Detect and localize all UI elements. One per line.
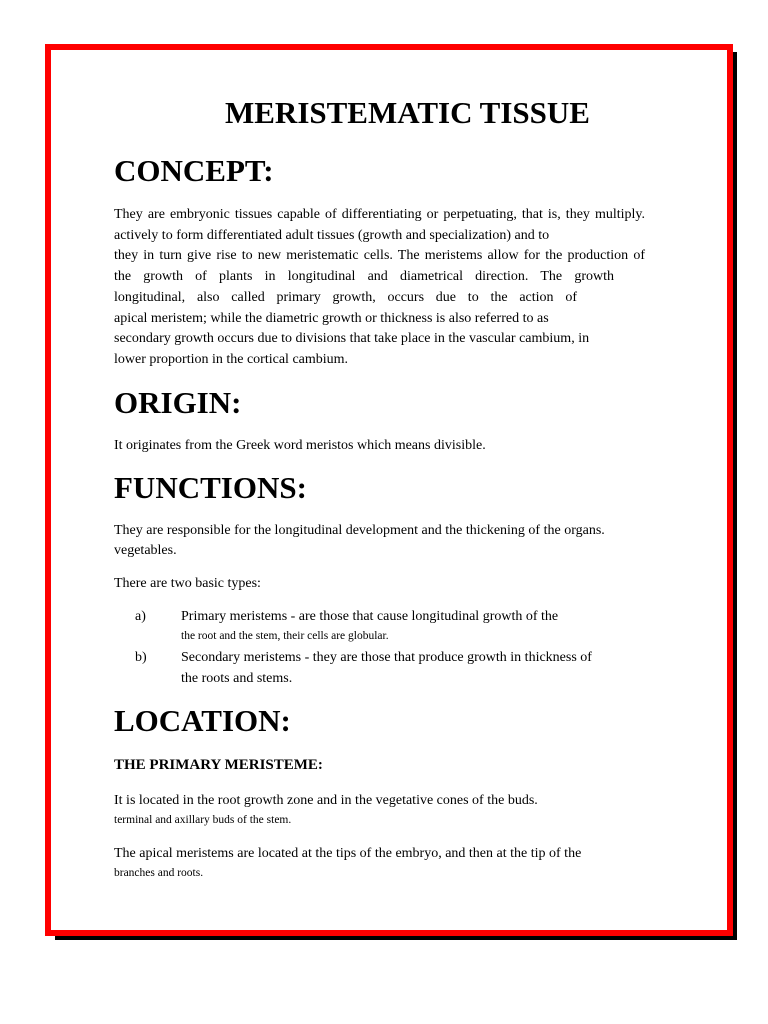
concept-heading: CONCEPT: xyxy=(114,153,274,188)
location-subheading: THE PRIMARY MERISTEME: xyxy=(114,757,323,773)
origin-text: It originates from the Greek word meristos which means divisible. xyxy=(114,438,486,453)
functions-line: They are responsible for the longitudinal development and the thickening of the organs. xyxy=(114,523,605,538)
list-marker: b) xyxy=(135,650,147,665)
concept-line: lower proportion in the cortical cambium. xyxy=(114,352,349,367)
concept-line: secondary growth occurs due to divisions that take place in the vascular cambium, in xyxy=(114,331,590,346)
location-text: The apical meristems are located at the tips of the embryo, and then at the tip of the xyxy=(114,846,582,861)
concept-line: they in turn give rise to new meristematic cells. The meristems allow for the production of xyxy=(114,248,645,263)
list-marker: a) xyxy=(135,609,146,624)
types-intro: There are two basic types: xyxy=(114,576,261,591)
list-item-line: the root and the stem, their cells are globular. xyxy=(181,630,389,642)
location-text: It is located in the root growth zone and in the vegetative cones of the buds. xyxy=(114,793,538,808)
concept-line: apical meristem; while the diametric growth or thickness is also referred to as xyxy=(114,311,549,326)
concept-line: actively to form differentiated adult tissues (growth and specialization) and to xyxy=(114,228,550,243)
location-heading: LOCATION: xyxy=(114,703,291,738)
list-item-line: Secondary meristems - they are those that produce growth in thickness of xyxy=(181,650,592,665)
location-text: terminal and axillary buds of the stem. xyxy=(114,814,292,826)
concept-line: the growth of plants in longitudinal and diametrical direction. The growth xyxy=(114,269,614,284)
concept-line: longitudinal, also called primary growth, occurs due to the action of xyxy=(114,290,577,305)
concept-line: They are embryonic tissues capable of differentiating or perpetuating, that is, they multiply. xyxy=(114,207,645,222)
functions-line: vegetables. xyxy=(114,543,177,558)
functions-heading: FUNCTIONS: xyxy=(114,470,307,505)
list-item-line: Primary meristems - are those that cause longitudinal growth of the xyxy=(181,609,559,624)
document-title: MERISTEMATIC TISSUE xyxy=(225,95,590,130)
location-text: branches and roots. xyxy=(114,867,204,879)
list-item-line: the roots and stems. xyxy=(181,671,293,686)
origin-heading: ORIGIN: xyxy=(114,385,242,420)
